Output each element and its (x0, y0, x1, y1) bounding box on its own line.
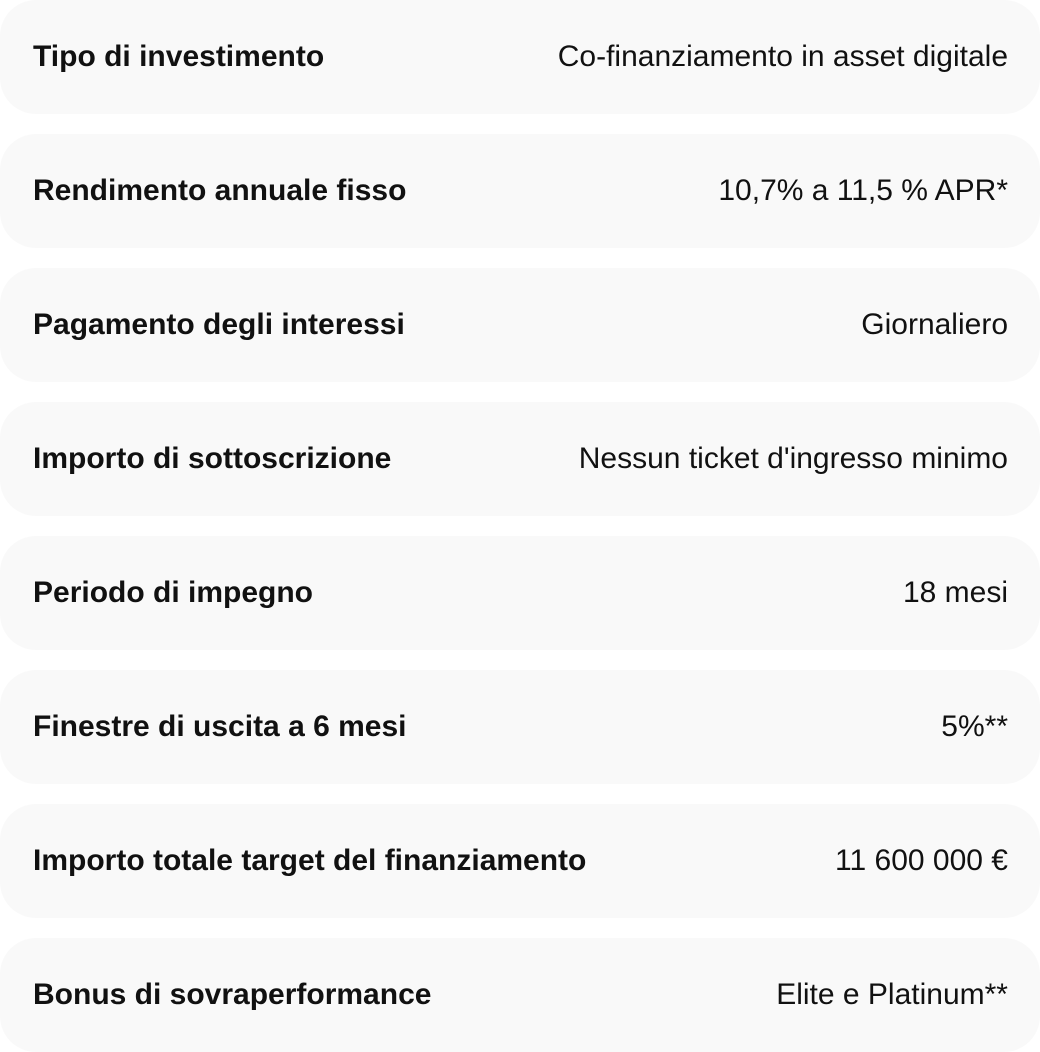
detail-label: Rendimento annuale fisso (33, 174, 407, 207)
detail-value: 11 600 000 € (835, 844, 1008, 877)
detail-row-investment-type (0, 0, 1040, 114)
detail-label: Tipo di investimento (33, 40, 325, 73)
detail-row-target-amount (0, 804, 1040, 918)
detail-label: Bonus di sovraperformance (33, 978, 432, 1011)
detail-row-commitment-period (0, 536, 1040, 650)
detail-label: Periodo di impegno (33, 576, 314, 609)
detail-value: Nessun ticket d'ingresso minimo (578, 442, 1008, 475)
detail-row-overperformance-bonus (0, 938, 1040, 1052)
detail-value: 10,7% a 11,5 % APR* (718, 174, 1008, 207)
detail-row-subscription-amount (0, 402, 1040, 516)
detail-value: Giornaliero (861, 308, 1008, 341)
detail-label: Finestre di uscita a 6 mesi (33, 710, 407, 743)
detail-row-exit-windows (0, 670, 1040, 784)
detail-row-annual-return (0, 134, 1040, 248)
detail-label: Importo di sottoscrizione (33, 442, 392, 475)
detail-value: 18 mesi (902, 576, 1008, 609)
detail-value: 5%** (941, 710, 1008, 743)
detail-value: Co-finanziamento in asset digitale (557, 40, 1008, 73)
detail-value: Elite e Platinum** (776, 978, 1008, 1011)
detail-row-interest-payment (0, 268, 1040, 382)
detail-label: Importo totale target del finanziamento (33, 844, 587, 877)
detail-label: Pagamento degli interessi (33, 308, 405, 341)
